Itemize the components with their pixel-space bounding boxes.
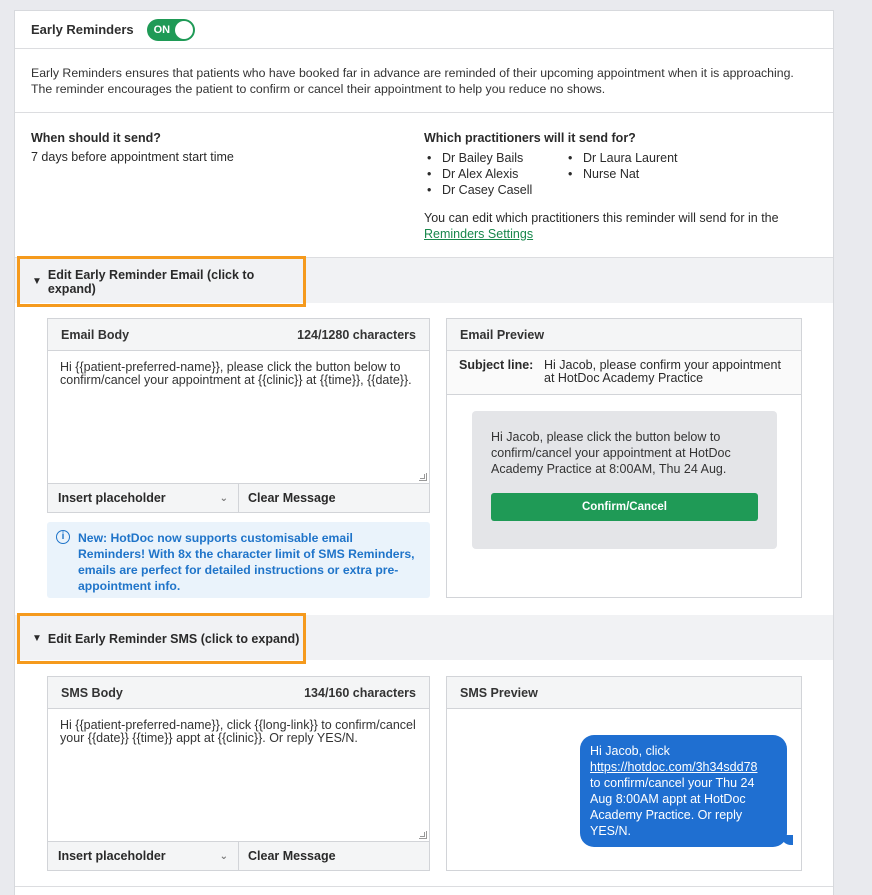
email-char-count: 124/1280 characters: [297, 327, 416, 342]
sms-body-textarea[interactable]: [48, 709, 429, 842]
sms-preview-title: SMS Preview: [460, 685, 538, 700]
practitioner-item: • Dr Alex Alexis: [424, 166, 565, 182]
sms-message-bubble: [580, 735, 787, 847]
subject-line-row: [447, 351, 801, 395]
settings-summary: [15, 113, 833, 258]
edit-note-text: You can edit which practitioners this reminder will send for in the: [424, 211, 779, 225]
sms-preview-header: [447, 677, 801, 709]
which-label: Which practitioners will it send for?: [424, 131, 636, 145]
sms-body-header: [48, 677, 429, 709]
sms-body-footer: [48, 842, 429, 870]
sms-expander-row: [15, 615, 834, 660]
email-body-panel: [47, 318, 430, 513]
email-body-text: Hi {{patient-preferred-name}}, please click the button below to confirm/cancel your appointment at {{clinic}} at {{time}}, {{date}}.: [60, 360, 412, 387]
email-expander-label: Edit Early Reminder Email (click to expand): [47, 267, 255, 296]
edit-note: [424, 210, 824, 242]
caret-down-icon: ▼: [32, 276, 42, 287]
sms-char-count: 134/160 characters: [304, 685, 416, 700]
bubble-prefix: Hi Jacob, click: [590, 744, 670, 758]
notice-text: New: HotDoc now supports customisable email Reminders! With 8x the character limit of SMS Reminders, emails are perfect for detailed instructions or extra pre-appointment info.: [78, 531, 415, 593]
insert-placeholder-label: Insert placeholder: [58, 849, 166, 863]
email-body-header: [48, 319, 429, 351]
resize-handle-icon[interactable]: [419, 473, 427, 481]
info-icon: i: [56, 530, 70, 544]
practitioner-list: [424, 150, 824, 198]
when-block: [31, 131, 234, 164]
practitioner-item: • Dr Bailey Bails: [424, 150, 565, 166]
email-preview-card: [472, 411, 777, 549]
email-expander-row: [15, 258, 834, 303]
email-preview-title: Email Preview: [460, 327, 545, 342]
toggle-label: ON: [153, 23, 171, 36]
subject-value: Hi Jacob, please confirm your appointment at HotDoc Academy Practice: [544, 358, 781, 385]
practitioner-item: • Dr Casey Casell: [424, 182, 565, 198]
confirm-cancel-button[interactable]: Confirm/Cancel: [491, 493, 758, 521]
email-expander[interactable]: [17, 256, 306, 307]
description: Early Reminders ensures that patients who have booked far in advance are reminded of their upcoming appointment when it is approaching. The reminder encourages the patient to confirm or cancel their appointment to help you reduce no shows.: [15, 49, 833, 113]
resize-handle-icon[interactable]: [419, 831, 427, 839]
sms-expander[interactable]: [17, 613, 306, 664]
divider: [15, 886, 834, 887]
email-preview-text: Hi Jacob, please click the button below to confirm/cancel your appointment at HotDoc Academy Practice at 8:00AM, Thu 24 Aug.: [491, 430, 731, 476]
enable-toggle[interactable]: [147, 19, 195, 41]
which-block: [424, 131, 824, 242]
early-reminders-card: [14, 10, 834, 895]
toggle-knob: [175, 21, 193, 39]
caret-down-icon: ▼: [32, 633, 42, 644]
reminders-settings-link[interactable]: Reminders Settings: [424, 227, 534, 241]
sms-expander-label: Edit Early Reminder SMS (click to expand): [47, 631, 300, 646]
chevron-down-icon: ⌄: [219, 492, 228, 504]
section-title: Early Reminders: [31, 22, 134, 37]
sms-body-title: SMS Body: [61, 685, 123, 700]
insert-placeholder-label: Insert placeholder: [58, 491, 166, 505]
email-body-footer: [48, 484, 429, 512]
email-body-title: Email Body: [61, 327, 130, 342]
sms-preview-panel: [446, 676, 802, 871]
email-feature-notice: [47, 522, 430, 598]
email-body-textarea[interactable]: [48, 351, 429, 484]
sms-body-panel: [47, 676, 430, 871]
email-clear-message-button[interactable]: Clear Message: [248, 491, 336, 505]
bubble-link[interactable]: https://hotdoc.com/3h34sdd78: [590, 760, 758, 774]
subject-label: Subject line:: [459, 358, 534, 372]
bubble-suffix: to confirm/cancel your Thu 24 Aug 8:00AM appt at HotDoc Academy Practice. Or reply YES/N.: [590, 776, 755, 838]
when-value: 7 days before appointment start time: [31, 150, 234, 164]
chevron-down-icon: ⌄: [219, 850, 228, 862]
section-header: [15, 11, 833, 49]
email-insert-placeholder-select[interactable]: [48, 484, 239, 512]
practitioner-item: • Dr Laura Laurent: [565, 150, 765, 166]
email-preview-header: [447, 319, 801, 351]
sms-insert-placeholder-select[interactable]: [48, 842, 239, 870]
sms-clear-message-button[interactable]: Clear Message: [248, 849, 336, 863]
email-preview-panel: [446, 318, 802, 598]
sms-body-text: Hi {{patient-preferred-name}}, click {{long-link}} to confirm/cancel your {{date}} {{time}} appt at {{clinic}}. Or reply YES/N.: [60, 718, 416, 745]
practitioner-item: • Nurse Nat: [565, 166, 765, 182]
when-label: When should it send?: [31, 131, 161, 145]
